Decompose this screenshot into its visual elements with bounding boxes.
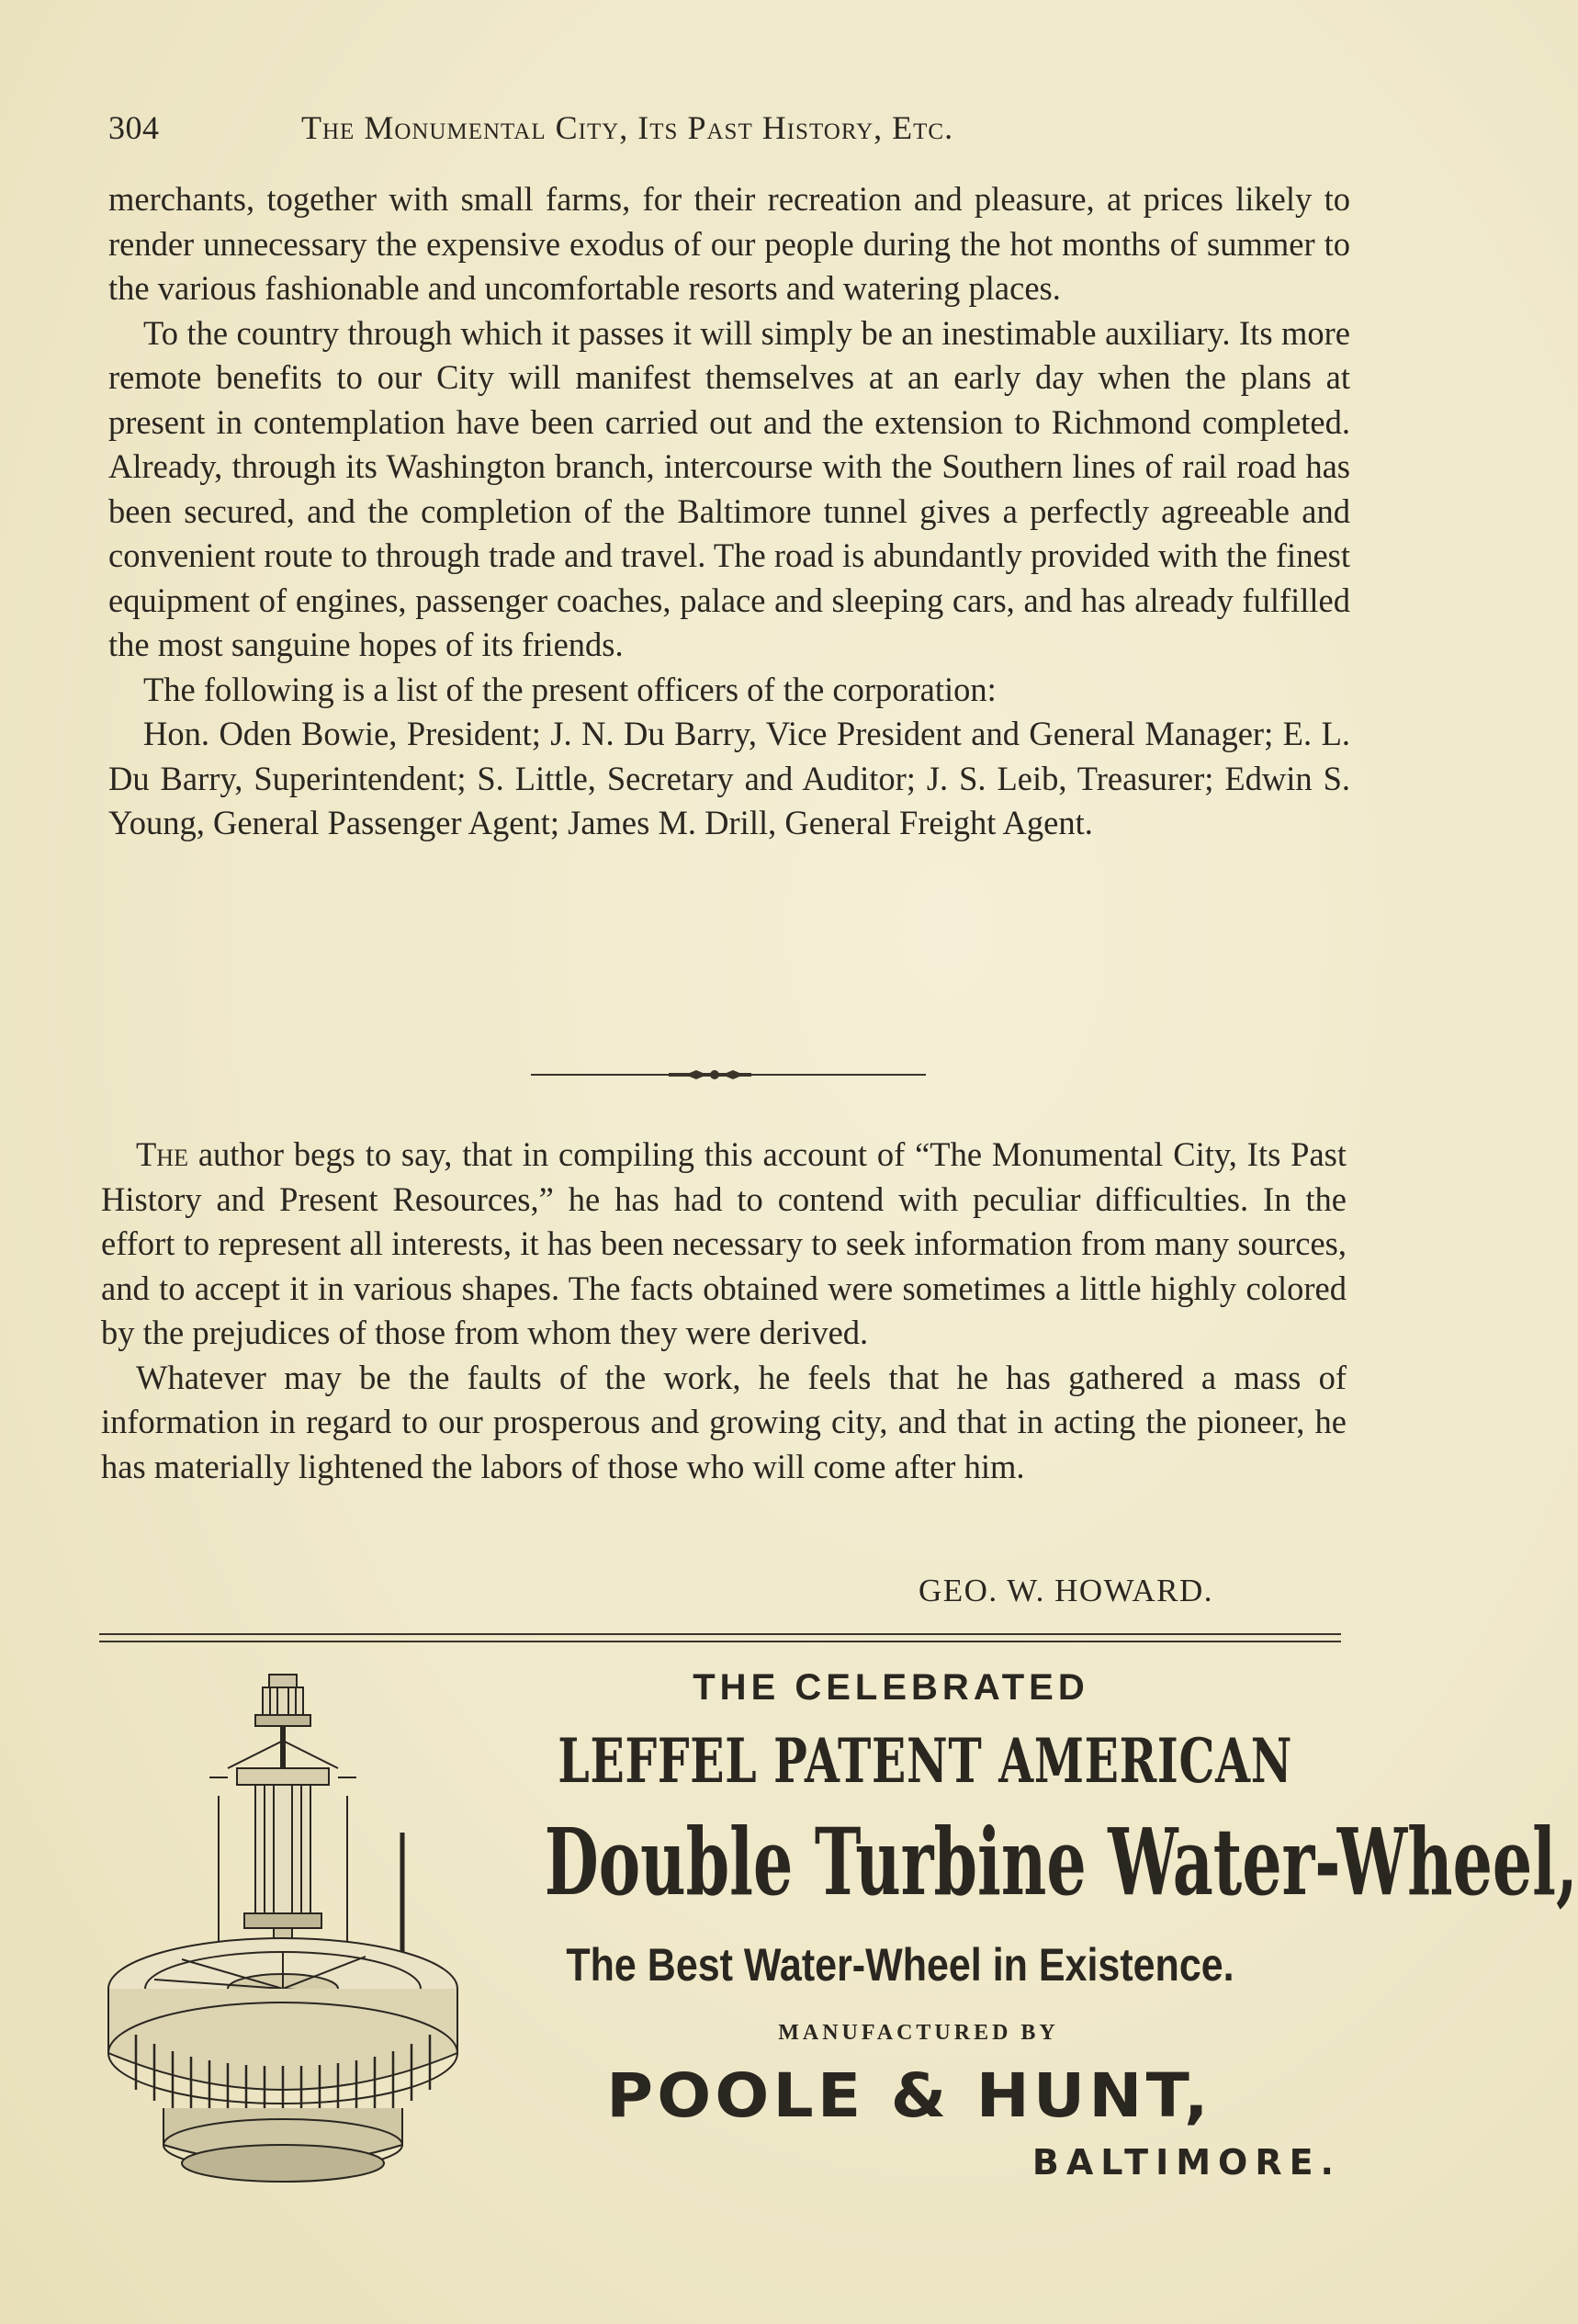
paragraph: Whatever may be the faults of the work, he feels that he has gathered a mass of information in regard to our prosperous and growing city, and that in acting the pioneer, he has materially lightened the labors of those who will come after him. bbox=[101, 1358, 1347, 1485]
ad-product-line: LEFFEL PATENT AMERICAN bbox=[558, 1725, 1293, 1797]
lead-word: The bbox=[136, 1135, 188, 1173]
ad-tagline: The Best Water-Wheel in Existence. bbox=[566, 1939, 1234, 1991]
turbine-water-wheel-engraving bbox=[99, 1667, 467, 2186]
section-divider-ornament bbox=[531, 1066, 926, 1084]
ad-kicker: THE CELEBRATED bbox=[693, 1667, 1089, 1708]
page-number: 304 bbox=[108, 109, 160, 146]
paragraph: To the country through which it passes it will simply be an inestimable auxiliary. Its more remote benefits to our City will manifest themselves at an early day when the plans at present in contemplation have been carried out and the extension to Richmond completed. Already, through its Washington branch, intercourse with the Southern lines of rail road has been secured, and the completion of the Baltimore tunnel gives a perfectly agreeable and convenient route to through trade and travel. The road is abundantly provided with the finest equipment of engines, passenger coaches, palace and sleeping cars, and has already fulfilled the most sanguine hopes of its friends. bbox=[108, 313, 1350, 663]
author-note-section bbox=[101, 1133, 1347, 1489]
author-signature: GEO. W. HOWARD. bbox=[919, 1573, 1213, 1608]
ad-manufactured-by: MANUFACTURED BY bbox=[778, 2021, 1059, 2045]
railroad-section bbox=[108, 177, 1350, 846]
paragraph bbox=[101, 1133, 1347, 1356]
running-header bbox=[108, 108, 1192, 154]
ad-border-top bbox=[99, 1633, 1341, 1635]
paragraph-text: author begs to say, that in compiling this account of “The Monumental City, Its Past History and Present Resources,” he has had to contend with peculiar difficulties. In the effort to represent all interests, it has been necessary to seek information from many sources, and to accept it in various shapes. The facts obtained were sometimes a little highly colored by the prejudices of those from whom they were derived. bbox=[101, 1135, 1347, 1351]
ad-product-name: Double Turbine Water-Wheel, bbox=[544, 1808, 1578, 1916]
paragraph: merchants, together with small farms, for their recreation and pleasure, at prices likely to render unnecessary the expensive exodus of our people during the hot months of summer to the various fashionable and uncomfortable resorts and watering places. bbox=[108, 180, 1350, 307]
officers-list: Hon. Oden Bowie, President; J. N. Du Barry, Vice President and General Manager; E. L. Du Barry, Superintendent; S. Little, Secretary and Auditor; J. S. Leib, Treasurer; Edwin S. Young, General Passenger Agent; James M. Drill, General Freight Agent. bbox=[108, 715, 1350, 841]
running-title: The Monumental City, Its Past History, Etc. bbox=[301, 109, 954, 146]
ad-border-top-inner bbox=[99, 1641, 1341, 1642]
ad-city: BALTIMORE. bbox=[1031, 2142, 1341, 2183]
ad-manufacturer: POOLE & HUNT, bbox=[606, 2060, 1212, 2131]
paragraph: The following is a list of the present officers of the corporation: bbox=[143, 670, 997, 708]
